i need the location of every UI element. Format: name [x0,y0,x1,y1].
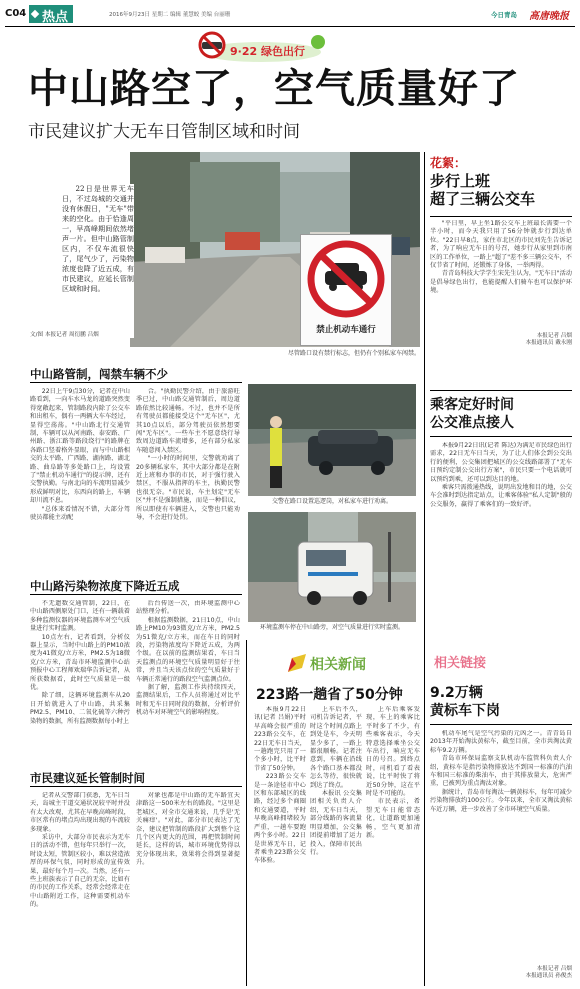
diamond-icon [31,10,39,18]
huaxu-rule [430,216,572,217]
paragraph: 机动车尾气是空气污染的元凶之一。青青岛自2013年开始淘汰黄标车，截至目前，全市共淘汰黄标车9.2万辆。 [430,730,572,754]
section3-title: 市民建议延长管制时间 [30,771,145,785]
section1-col1 [30,388,130,568]
side2-body [430,442,572,642]
paragraph: 记者从交警部门获悉，无车日当天，岛城主干道交通状况较平时并没有太大改观，尤其在早晚高峰时段，市区常有的堵点均出现出现的车流较多现象。 [30,792,130,833]
paragraph: "平日里，早上坐1路公交车上班最长需要一个半小时，而今天我只用了56分钟就步行到达单位。"22日早8点，家住市北区的市民刘先生告诉记者，为了响应无车日的号召，她步行从家里到市南区的工作单位，一路上"超了"差不多三辆公交车，不仅节省了时间，还锻炼了身体，一举两得。 [430,220,572,270]
section1-col2 [136,388,240,568]
no-car-sign-icon [301,235,391,321]
brand-small: 今日青岛 [491,11,517,19]
related-col1 [254,706,306,982]
side2-rule [430,436,572,437]
event-badge [178,30,344,64]
paragraph: 后台传送一次，由环境监测中心站整理分析。 [136,600,240,616]
paragraph: "一小时的时间里，交警就劝离了20多辆私家车，其中大部分都是在附近上班和办事的市民，对于强行驶入禁区，不服从指挥的车主，执勤民警也很无奈。"市民说，车主划定"无车区"并不是强制措施，而是一种倡议，所以即使有车辆进入，交警也只能劝导，不会进行处罚。 [136,455,240,522]
section2-rule [30,594,242,595]
paragraph: 据了解，监测工作共持续四天，监测结果后，工作人员将通过对比平时和无车日同时段的数据，分析评价机动车对环境空气的影响程度。 [136,684,240,717]
side3-byline: 本报记者 吕烟 本报通讯员 孙俊杰 [525,966,572,979]
monitor-van-caption: 环境监测车停在中山路旁，对空气质量进行实时监测。 [259,624,404,631]
side3-title-1: 9.2万辆 [430,685,483,701]
related-col2 [310,706,362,982]
masthead [5,5,575,25]
monitoring-van-image [248,512,416,622]
huaxu-byline: 本报记者 吕烟 本报通讯员 戴永刚 [525,333,572,346]
section2-col2 [136,600,240,758]
lead-byline: 文/图 本报记者 周衍鹏 吕烟 [30,332,99,338]
section3-col1 [30,792,130,982]
paragraph: 本报讯 公交集团相关负责人介绍，无车日当天，部分线路的客流量明显增加，公交集团提前增加了运力投入，保障市民出行。 [310,790,362,856]
sign-text: 禁止机动车通行 [316,325,376,335]
paragraph: 采访中，大部分市民表示为无车日的活动不错，但每年只举行一次，时设太短，管制区较小，难以营造浓厚的环保气氛，同时形成的宣传效果，最好每个月一次。当然，还有一些上班族表示了自己的无奈，比如有的市民的工作关系，经常会经常走在中山路附近工作，这种需要机动车的。 [30,834,130,909]
paragraph: 合。"执勤民警介绍，由于旅游旺季已过，中山路交通管制后，周边道路依然比较通畅。不过，也并不是所有驾驶员都能接受这个"无车区"，尤其10点以后，部分驾驶员依然想要闯"无车区"。一些车主不愿意绕行导致周边道路车流增多，还有部分私家车随意闯入禁区。 [136,388,240,454]
section3-col2 [136,792,240,982]
section3-rule [30,786,242,787]
column-divider [424,152,425,986]
section2-title: 中山路污染物浓度下降近五成 [30,579,180,593]
main-subhead: 市民建议扩大无车日管制区域和时间 [28,122,300,142]
section-tab [29,5,73,23]
paragraph: 本报9月22日讯(记者 吕娟)平时早高峰会很严重的223路公交车，在22日无车日当天，一趟跑完只用了一个多小时，比平时节省了50分钟。 [254,706,306,772]
side2-top-rule [430,390,572,391]
top-rule [5,26,575,27]
paragraph: 223路公交车是一条途径市中心区和东部城区的线路，经过多个商圈和交通要道，平时早晚高峰拥堵较为严重，一趟车要跑两个多小时。22日是世界无车日，记者乘坐223路公交车体验。 [254,773,306,865]
side2-title-1: 乘客定好时间 [430,397,514,413]
paragraph: 青青岛科技大学学生宋先生认为，"无车日"活动是倡导绿色出行，也能提醒人们骑车也可以保护环境。 [430,270,572,295]
section1-rule [30,382,242,383]
side3-body [430,730,572,962]
side3-banner [434,650,508,672]
paragraph: 上车后乘客发现，车上的乘客比平时多了不少，有些乘客表示，今天特意选择乘坐公交车出行，响应无车日的号召。到终点时，司机看了看表说，比平时快了将近50分钟，这在平时是不可能的。 [366,706,420,798]
police-photo [248,384,416,496]
pencil-icon [284,650,310,676]
monitor-van-photo [248,512,416,622]
main-photo-caption: 尽管路口设有禁行标志，但仍有个别私家车闯禁。 [287,350,420,357]
related-banner-text: 相关新闻 [310,657,366,673]
page-number: C04 [5,8,27,19]
lead-text: 22日是世界无车日，不过岛城的交通并没有休假日，"无车"带来的空化。由于恰逢周一，早高峰期间依然堵声一片。但中山路管制区内，不仅车流很快了，尾气少了，污染物浓度也降了近五成，有市民建议，应延长管制区域和时间。 [62,184,134,293]
paragraph: 市民表示，希望无车日能常态化，让道路更加通畅，空气更加清新。 [366,798,420,840]
related-title: 223路一趟省了50分钟 [256,687,403,703]
paragraph: 本报9月22日讯(记者 陈达)为满足市民绿色出行需求，22日无车日当天，为了让人们体会到公交出行的便利，公交集团把城区的公交线路部署了"无车日预约定制公交出行方案"，市民只要一个电话就可以预约到乘，还可以到达目的地。 [430,442,572,483]
column-divider [246,640,247,986]
paragraph: 对象也都是中山路的无车路宜天津路这一500米左右的路段。"这里是老城区，对全市交通来说，几乎是'无关痛痒'。"对此，部分市民表达了无奈，建议把管制的路段扩大到整个这几个区内更大的范围，再把管制时间延长，这样的话，城市环境优势得以充分体现出来，效果将会得到显著提升。 [136,792,240,867]
huaxu-title-1: 步行上班 [430,172,491,190]
side2-title-2: 公交准点接人 [430,415,514,431]
brand-logo: 高唐晚报 [529,11,569,22]
side3-title-2: 黄标车下岗 [430,703,500,719]
section-title: 热点 [42,10,69,25]
paragraph: 乘客只需拨通热线，说明出发地和目的地，公交车会准时到达指定站点，让乘客体验"私人定制"般的公交服务，赢得了乘客们的一致好评。 [430,484,572,508]
huaxu-body [430,220,572,330]
traffic-police-image [248,384,416,496]
police-photo-caption: 交警在路口设置巡逻岗，对私家车进行劝离。 [271,498,392,505]
date-line: 2016年9月23日 星期二 编辑 董慧蛟 美编 台丽珊 [109,12,231,18]
main-photo [130,152,420,347]
event-badge-text: 9·22 绿色出行 [230,45,305,58]
paragraph: 根据监测数据，21日10点，中山路上PM10为93微克/立方米，PM2.5为51微克/立方米，而在车日的同时段，污染物浓度均下降近五成，为两个级。在以前的监测结果看，车日当天监测点的环境空气质量明显好于往常，并且当天该点位的空气质量好于车辆正常通行的路段空气监测点位。 [136,616,240,683]
paragraph: 22日上午9点30分，记者在中山路看到，一向车水马龙的道路突然变得宽敞起来，管制路段内除了公交车和出租车，偶有一两辆大车车经过，显得空荡荡。"中山路北行交通管制，车辆可以从河南路、泰安路、广州路、浙江路等路段绕行"的路牌在各路口竖着格外显眼，而与中山路相交的太平路、广西路、湖南路、湖北路、曲阜路等多处路口上，均设置了"禁止机动车通行"的提示牌，还有交警执勤。与南北向的车流明显减少形成鲜明对比，东西向的路上，车辆却川流不息。 [30,388,130,505]
huaxu-title-2: 超了三辆公交车 [430,190,536,208]
paragraph: 上车后不久，司机告诉记者，平时这个时间点路上到处是车，今天明显少多了，一路上都很顺畅。记者注意到，车辆在沿线各个路口基本都没怎么等待，很快就到达了终点。 [310,706,362,789]
paragraph: 青岛市环保局监察支队机动车监管科负责人介绍，黄标车是指污染物排放达不到国一标准的汽油车和国三标准的柴油车，由于其排放量大，危害严重，已被列为重点淘汰对象。 [430,755,572,788]
main-headline: 中山路空了，空气质量好了 [28,66,520,112]
side3-rule [430,724,572,725]
sidebar-huaxu [430,154,572,347]
paragraph: 除了细，这辆环境监测车从20日开始就进入了中山路，共采集PM2.5、PM10、二氧化硫等六种污染物的数据，所有监测数据每小时上 [30,692,130,725]
huaxu-kicker: 花絮： [430,156,467,170]
paragraph: 不无遗数交通管制，22日，在中山路西侧原处门口，还有一辆载着多种监测仪器的环境监测车对空气质量进行实时监测。 [30,600,130,633]
related-col3 [366,706,420,982]
paragraph: 10点左右，记者看到，分析仪器上显示，当时中山路上的PM10浓度为41微克/立方米，PM2.5为18微克/立方米，青岛市环境监测中心站预报中心工程师欢瑞华告诉记者，从所获数据看，此时空气质量是一级优。 [30,633,130,692]
section2-col1 [30,600,130,758]
lead-box [62,184,134,338]
paragraph: 据统计，青岛市每淘汰一辆黄标车，每年可减少污染物排放约100公斤。今年以来，全市又淘汰黄标车近万辆，进一步改善了全市环境空气质量。 [430,788,572,813]
paragraph: "总体来看情况不错，大部分驾驶员都能主动配 [30,505,130,522]
no-vehicle-sign [300,234,392,346]
side3-banner-text: 相关链接 [434,656,487,671]
related-banner [284,650,394,676]
section1-title: 中山路管制，闯禁车辆不少 [30,367,168,381]
